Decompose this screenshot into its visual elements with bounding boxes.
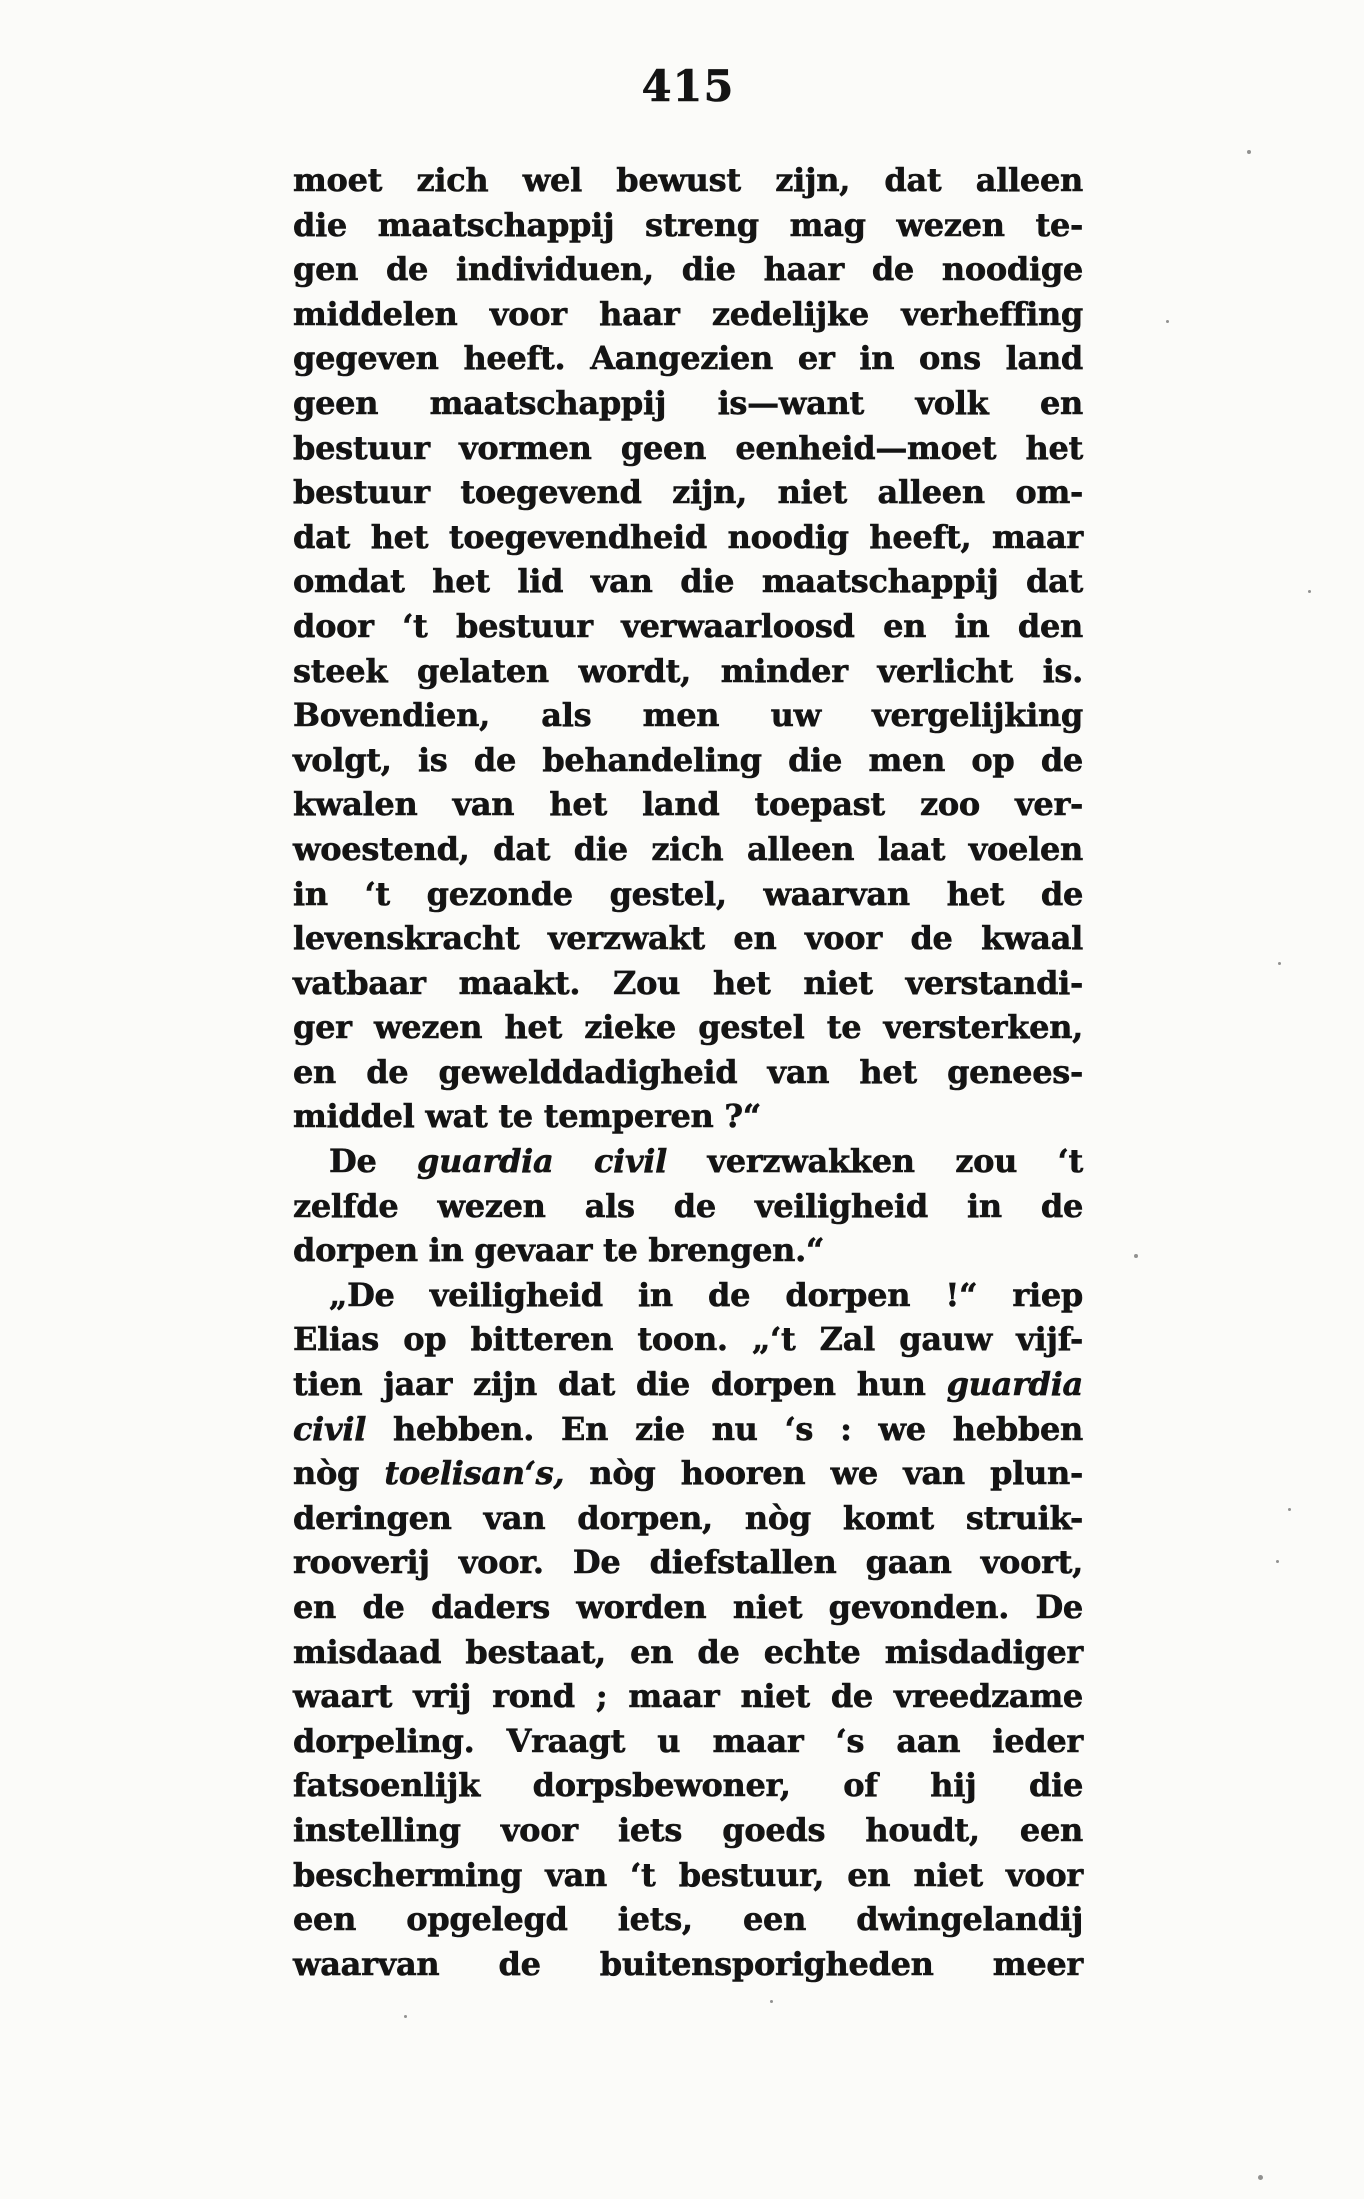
scan-speck xyxy=(1247,150,1251,154)
text-line xyxy=(293,1719,1083,1764)
scan-speck xyxy=(1276,1560,1279,1563)
text-segment: en de daders worden niet gevonden. De xyxy=(293,1588,1083,1626)
text-segment: geen maatschappij is—want volk en xyxy=(293,383,1083,422)
text-segment: kwalen van het land toepast zoo ver- xyxy=(293,785,1083,824)
text-segment: steek gelaten wordt, minder verlicht is. xyxy=(293,651,1083,690)
text-segment: ger wezen het zieke gestel te versterken, xyxy=(293,1008,1083,1047)
italic-text: toelisan‘s, xyxy=(384,1454,565,1493)
italic-text: guardia civil xyxy=(417,1142,667,1181)
text-line xyxy=(293,426,1083,471)
text-segment: Elias op bitteren toon. „‘t Zal gauw vijf- xyxy=(293,1320,1083,1359)
italic-text: civil xyxy=(293,1409,367,1448)
text-segment: moet zich wel bewust zijn, dat alleen xyxy=(293,161,1083,199)
text-line xyxy=(293,1005,1083,1050)
text-segment: die maatschappij streng mag wezen te- xyxy=(293,205,1083,244)
text-line xyxy=(293,1184,1083,1229)
text-line xyxy=(293,649,1083,694)
text-segment: dat het toegevendheid noodig heeft, maar xyxy=(293,517,1083,556)
text-line xyxy=(293,1407,1083,1452)
text-segment: gen de individuen, die haar de noodige xyxy=(293,250,1083,289)
text-line xyxy=(293,1139,1083,1184)
text-segment: zelfde wezen als de veiligheid in de xyxy=(293,1186,1083,1225)
text-line xyxy=(293,961,1083,1006)
text-line xyxy=(293,1362,1083,1407)
scan-speck xyxy=(1258,2175,1263,2180)
text-segment: omdat het lid van die maatschappij dat xyxy=(293,562,1083,601)
text-segment: dorpen in gevaar te brengen.“ xyxy=(293,1231,825,1270)
text-line xyxy=(293,1050,1083,1095)
text-block xyxy=(293,158,1083,1986)
text-segment: waarvan de buitensporigheden meer xyxy=(293,1944,1083,1983)
text-line xyxy=(293,1942,1083,1987)
text-segment: nòg hooren we van plun- xyxy=(564,1454,1083,1493)
scan-speck xyxy=(1278,962,1281,965)
text-line xyxy=(293,1273,1083,1318)
text-segment: middelen voor haar zedelijke verheffing xyxy=(293,294,1083,333)
text-line xyxy=(293,470,1083,515)
scan-speck xyxy=(1134,1254,1138,1258)
text-segment: instelling voor iets goeds houdt, een xyxy=(293,1810,1083,1849)
text-segment: en de gewelddadigheid van het genees- xyxy=(293,1052,1083,1091)
text-segment: De xyxy=(329,1142,418,1181)
text-line xyxy=(293,1630,1083,1675)
text-line xyxy=(293,1853,1083,1898)
text-segment: bescherming van ‘t bestuur, en niet voor xyxy=(293,1855,1083,1894)
text-segment: fatsoenlijk dorpsbewoner, of hij die xyxy=(293,1766,1083,1805)
text-segment: rooverij voor. De diefstallen gaan voort, xyxy=(293,1543,1083,1582)
text-segment: „De veiligheid in de dorpen !“ riep xyxy=(329,1275,1083,1314)
text-segment: bestuur vormen geen eenheid—moet het xyxy=(293,428,1083,467)
text-segment: verzwakken zou ‘t xyxy=(667,1142,1083,1181)
text-line xyxy=(293,738,1083,783)
page-number: 415 xyxy=(641,62,735,112)
text-line xyxy=(293,1094,1083,1139)
text-line xyxy=(293,336,1083,381)
text-segment: volgt, is de behandeling die men op de xyxy=(293,740,1083,779)
scan-speck xyxy=(1288,1508,1291,1511)
italic-text: guardia xyxy=(946,1365,1083,1404)
text-segment: levenskracht verzwakt en voor de kwaal xyxy=(293,919,1083,958)
text-line xyxy=(293,604,1083,649)
text-line xyxy=(293,1674,1083,1719)
text-segment: nòg xyxy=(293,1454,385,1493)
text-segment: middel wat te temperen ?“ xyxy=(293,1097,761,1136)
text-segment: misdaad bestaat, en de echte misdadiger xyxy=(293,1632,1083,1671)
scan-speck xyxy=(770,2000,773,2003)
text-segment: tien jaar zijn dat die dorpen hun xyxy=(293,1365,947,1404)
text-line xyxy=(293,693,1083,738)
text-segment: woestend, dat die zich alleen laat voelen xyxy=(293,829,1083,868)
text-line xyxy=(293,1763,1083,1808)
text-line xyxy=(293,1585,1083,1630)
text-segment: in ‘t gezonde gestel, waarvan het de xyxy=(293,874,1083,913)
text-line xyxy=(293,1317,1083,1362)
text-line xyxy=(293,247,1083,292)
scan-speck xyxy=(1166,320,1169,323)
text-line xyxy=(293,827,1083,872)
text-line xyxy=(293,1451,1083,1496)
text-line xyxy=(293,1540,1083,1585)
text-segment: Bovendien, als men uw vergelijking xyxy=(293,696,1083,735)
text-segment: bestuur toegevend zijn, niet alleen om- xyxy=(293,473,1083,512)
text-line xyxy=(293,381,1083,426)
text-line xyxy=(293,158,1083,203)
text-line xyxy=(293,872,1083,917)
text-segment: gegeven heeft. Aangezien er in ons land xyxy=(293,339,1083,378)
text-line xyxy=(293,916,1083,961)
scan-speck xyxy=(404,2015,407,2018)
text-line xyxy=(293,1496,1083,1541)
text-line xyxy=(293,782,1083,827)
text-segment: hebben. En zie nu ‘s : we hebben xyxy=(366,1409,1083,1448)
text-line xyxy=(293,1897,1083,1942)
text-line xyxy=(293,203,1083,248)
text-segment: deringen van dorpen, nòg komt struik- xyxy=(293,1498,1083,1537)
text-line xyxy=(293,515,1083,560)
text-segment: vatbaar maakt. Zou het niet verstandi- xyxy=(293,963,1083,1002)
text-line xyxy=(293,1808,1083,1853)
text-segment: dorpeling. Vraagt u maar ‘s aan ieder xyxy=(293,1721,1083,1760)
text-segment: door ‘t bestuur verwaarloosd en in den xyxy=(293,606,1083,645)
scan-speck xyxy=(1308,590,1311,593)
text-line xyxy=(293,559,1083,604)
text-line xyxy=(293,292,1083,337)
text-segment: een opgelegd iets, een dwingelandij xyxy=(293,1900,1083,1939)
text-line xyxy=(293,1228,1083,1273)
text-segment: waart vrij rond ; maar niet de vreedzame xyxy=(293,1677,1083,1716)
